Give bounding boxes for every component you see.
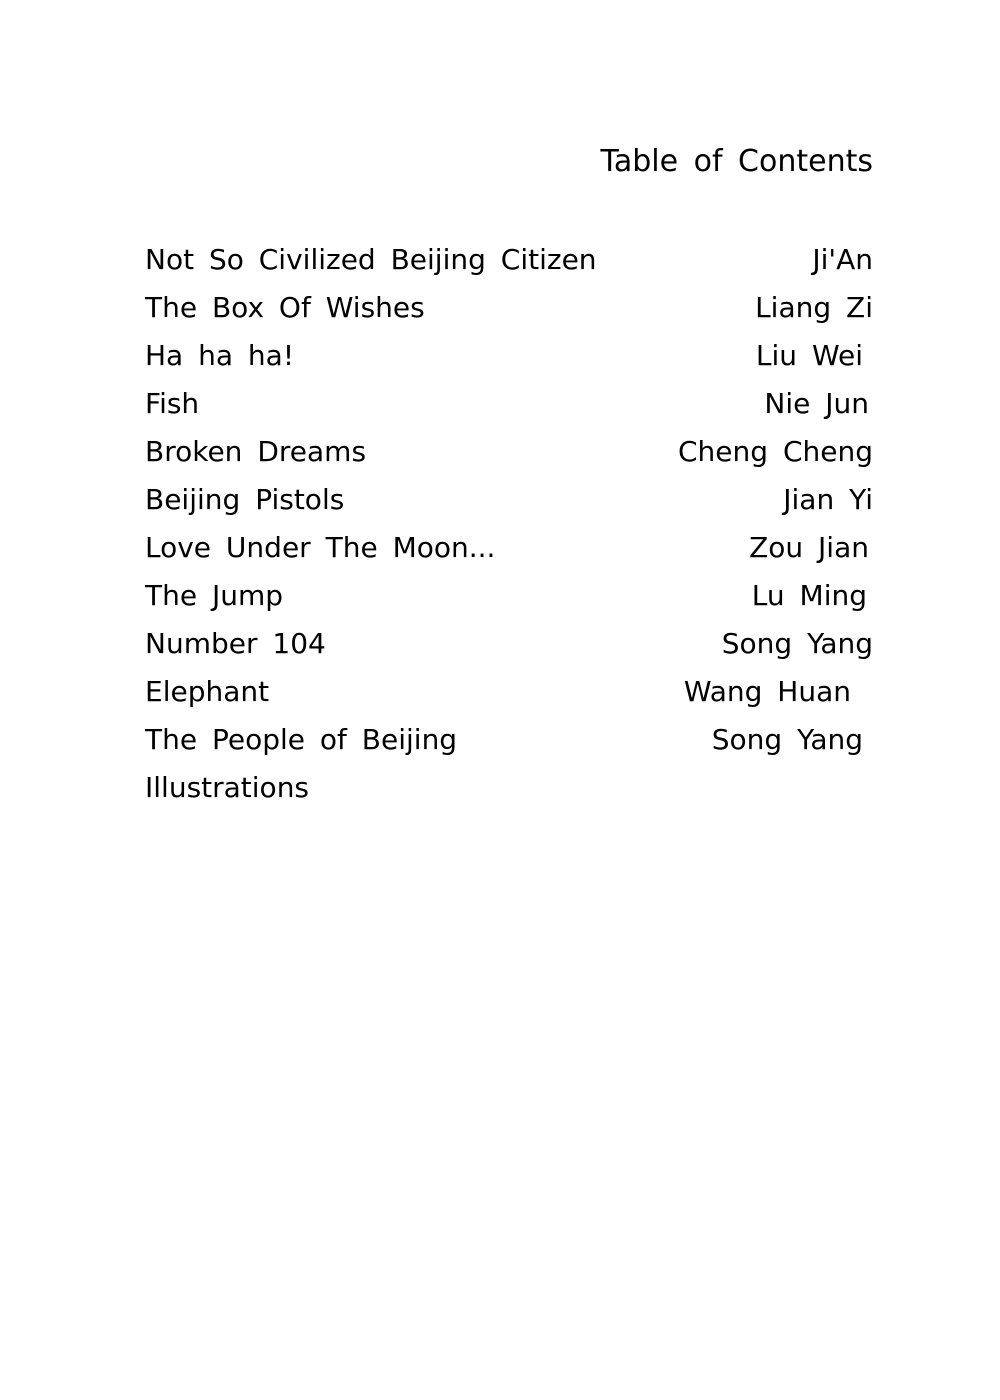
toc-entry-title: Love Under The Moon...: [145, 531, 496, 564]
toc-entry: [145, 428, 873, 476]
toc-entry-title: The Box Of Wishes: [145, 291, 425, 324]
toc-entry-author: Liu Wei: [755, 339, 863, 372]
toc-entry-author: Wang Huan: [683, 675, 851, 708]
toc-entry-title: Not So Civilized Beijing Citizen: [145, 243, 597, 276]
toc-entry-title: Beijing Pistols: [145, 483, 345, 516]
toc-entry-author: Song Yang: [711, 723, 863, 756]
toc-entry: [145, 572, 873, 620]
toc-entry: [145, 236, 873, 284]
toc-entry-author: Liang Zi: [755, 291, 873, 324]
toc-entry: [145, 668, 873, 716]
toc-entry-author: Ji'An: [812, 243, 873, 276]
toc-entry-title: Ha ha ha!: [145, 339, 295, 372]
toc-entry: [145, 524, 873, 572]
toc-entry-title: Illustrations: [145, 771, 310, 804]
page-title: Table of Contents: [600, 144, 873, 179]
toc-entry: [145, 620, 873, 668]
toc-entry-author: Nie Jun: [764, 387, 869, 420]
toc-entry-title: The Jump: [145, 579, 284, 612]
toc-entry-title: Number 104: [145, 627, 326, 660]
toc-entry: [145, 284, 873, 332]
toc-entry: [145, 380, 873, 428]
toc-entry: [145, 332, 873, 380]
toc-entry-author: Zou Jian: [749, 531, 869, 564]
toc-entry-title: The People of Beijing: [145, 723, 458, 756]
toc-entry-author: Song Yang: [721, 627, 873, 660]
toc-entry-author: Lu Ming: [751, 579, 867, 612]
toc-entry-author: Jian Yi: [783, 483, 873, 516]
toc-entry: [145, 764, 873, 812]
toc-list: [145, 236, 873, 812]
toc-entry-title: Elephant: [145, 675, 270, 708]
toc-entry-title: Broken Dreams: [145, 435, 367, 468]
toc-entry: [145, 716, 873, 764]
toc-entry-author: Cheng Cheng: [678, 435, 873, 468]
toc-entry-title: Fish: [145, 387, 200, 420]
toc-entry: [145, 476, 873, 524]
